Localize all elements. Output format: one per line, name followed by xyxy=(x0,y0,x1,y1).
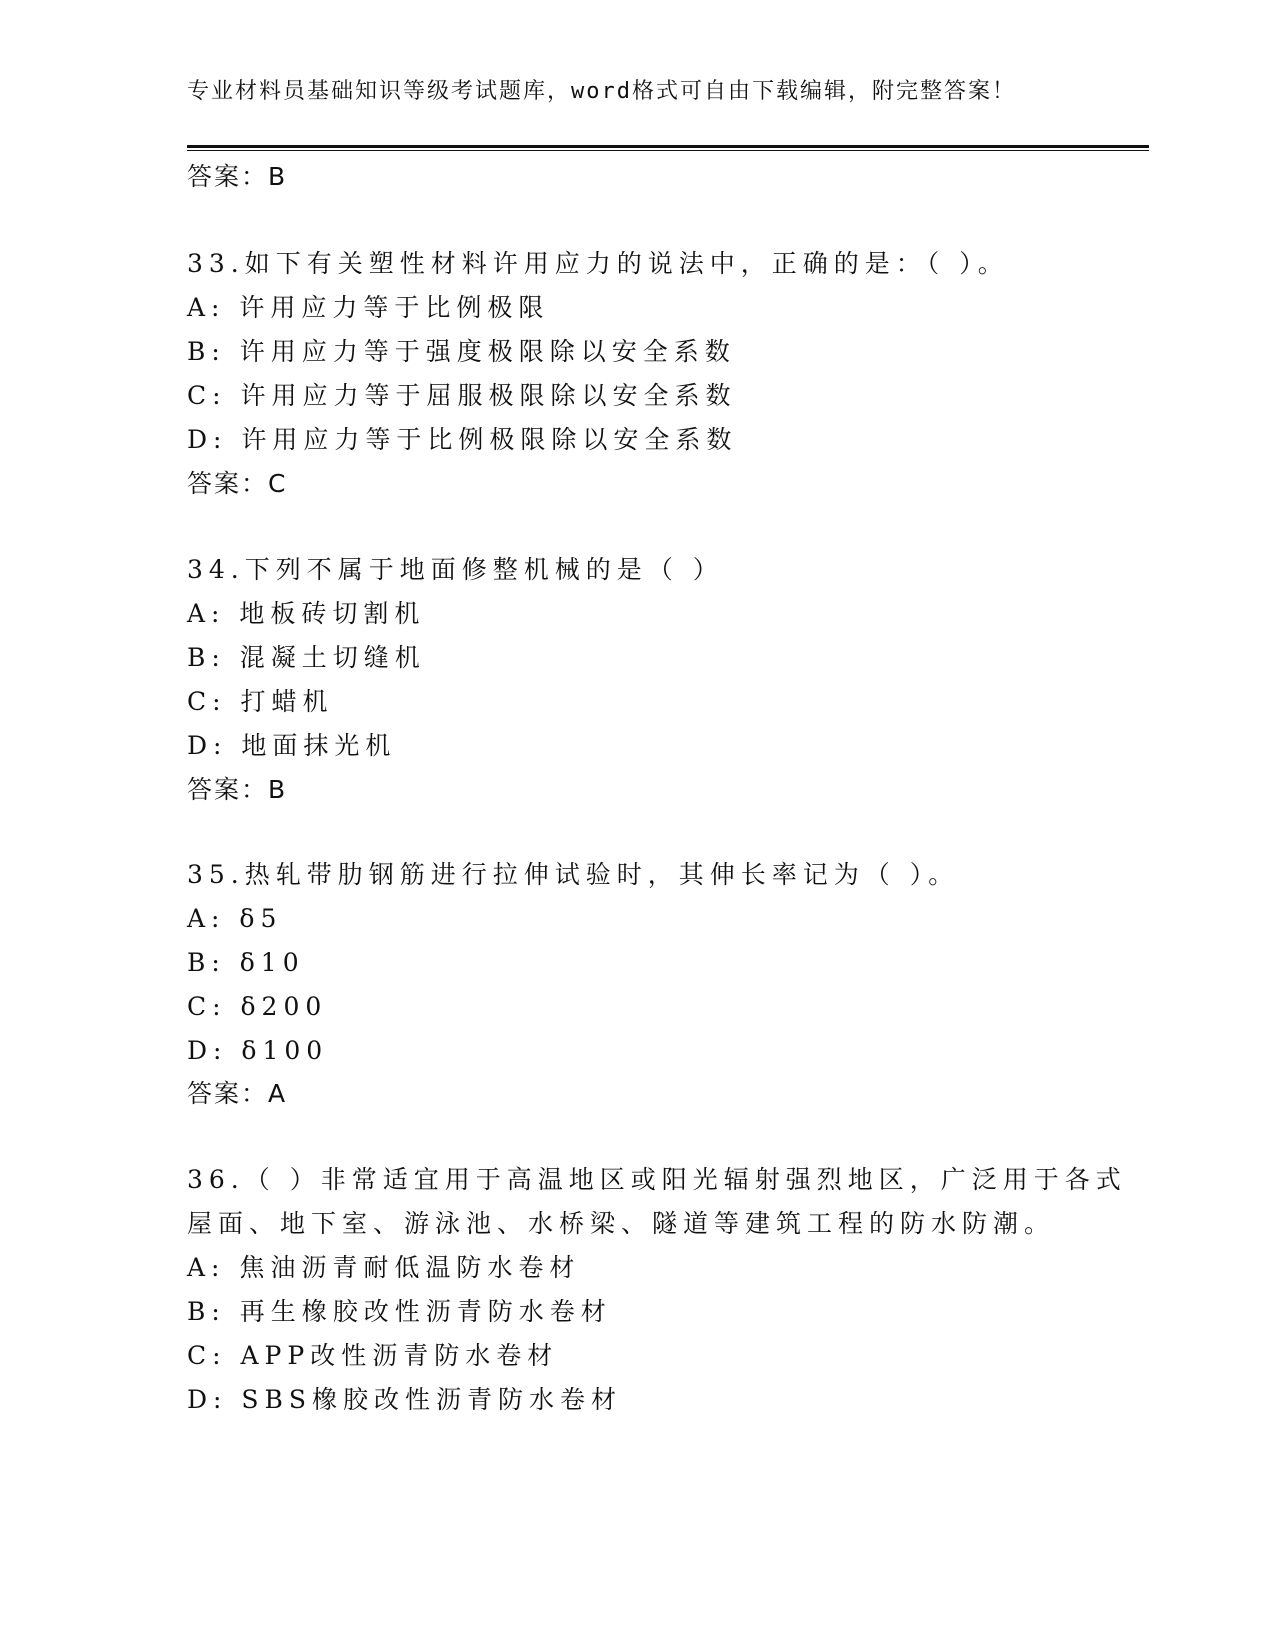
question-36-option-b: B: 再生橡胶改性沥青防水卷材 xyxy=(187,1297,612,1326)
question-33-answer: 答案：C xyxy=(187,469,288,498)
question-35-stem: 35.热轧带肋钢筋进行拉伸试验时，其伸长率记为（ ）。 xyxy=(187,860,960,889)
question-36-option-d: D: SBS橡胶改性沥青防水卷材 xyxy=(187,1385,623,1414)
question-35-option-d: D: δ100 xyxy=(187,1036,329,1065)
question-33-option-d: D: 许用应力等于比例极限除以安全系数 xyxy=(187,425,738,454)
question-36-option-c: C: APP改性沥青防水卷材 xyxy=(187,1341,559,1370)
question-34-option-b: B: 混凝土切缝机 xyxy=(187,643,426,672)
question-36-option-a: A: 焦油沥青耐低温防水卷材 xyxy=(187,1253,581,1282)
question-35-option-c: C: δ200 xyxy=(187,992,328,1021)
question-34-answer: 答案：B xyxy=(187,775,288,804)
question-33-option-c: C: 许用应力等于屈服极限除以安全系数 xyxy=(187,381,737,410)
question-33-option-b: B: 许用应力等于强度极限除以安全系数 xyxy=(187,337,736,366)
question-35-option-b: B: δ10 xyxy=(187,948,305,977)
answer-previous: 答案：B xyxy=(187,162,288,191)
question-34-stem: 34.下列不属于地面修整机械的是（ ） xyxy=(187,555,724,584)
header-rule-thin xyxy=(187,150,1149,151)
question-36-stem-line-1: 36.（ ）非常适宜用于高温地区或阳光辐射强烈地区，广泛用于各式 xyxy=(187,1165,1127,1194)
question-34-option-d: D: 地面抹光机 xyxy=(187,731,397,760)
question-33-option-a: A: 许用应力等于比例极限 xyxy=(187,293,550,322)
question-36-stem-line-2: 屋面、地下室、游泳池、水桥梁、隧道等建筑工程的防水防潮。 xyxy=(187,1209,1056,1238)
question-33-stem: 33.如下有关塑性材料许用应力的说法中，正确的是：（ ）。 xyxy=(187,249,1009,278)
question-34-option-a: A: 地板砖切割机 xyxy=(187,599,426,628)
question-35-answer: 答案：A xyxy=(187,1079,288,1108)
header-rule-thick xyxy=(187,145,1149,148)
question-35-option-a: A: δ5 xyxy=(187,904,283,933)
question-34-option-c: C: 打蜡机 xyxy=(187,687,334,716)
page-header: 专业材料员基础知识等级考试题库，word格式可自由下载编辑，附完整答案！ xyxy=(187,79,1016,104)
